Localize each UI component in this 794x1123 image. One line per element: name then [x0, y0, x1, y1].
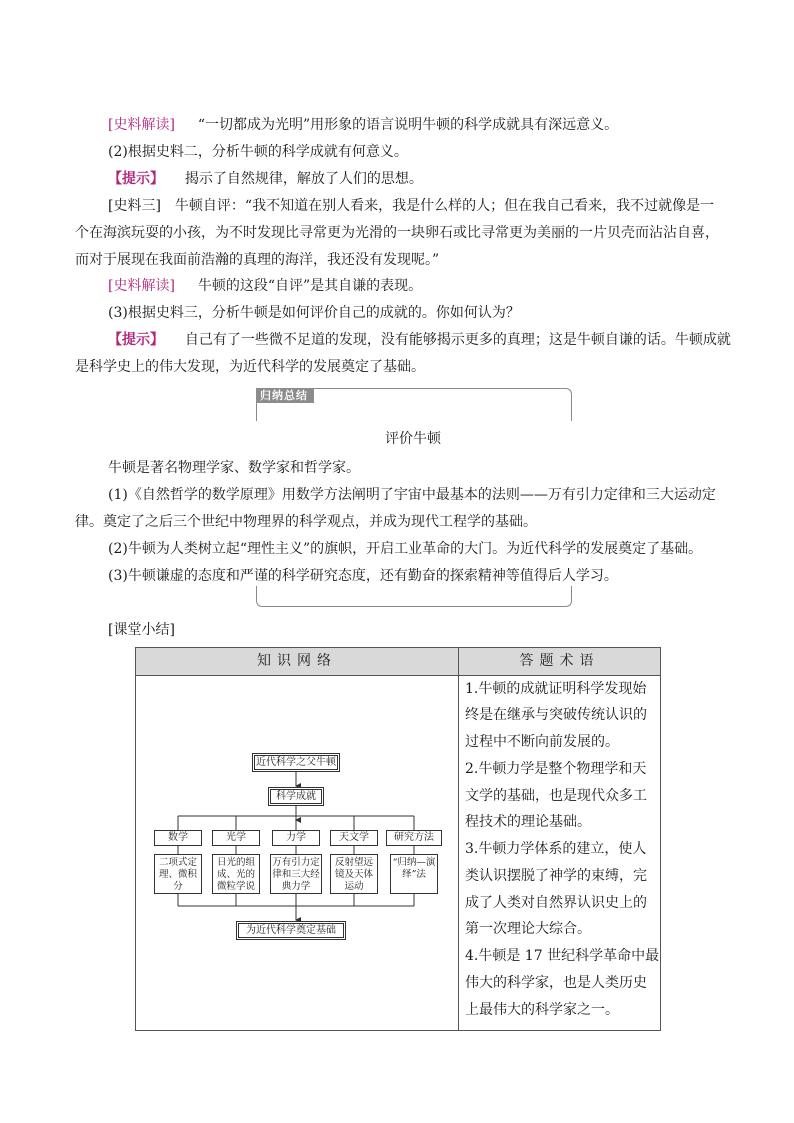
summary-box-bottom — [256, 586, 572, 607]
line-6: 而对于展现在我面前浩瀚的真理的海洋，我还没有发现呢。” — [75, 252, 440, 268]
detail-math: 二项式定理、微积分 — [154, 854, 202, 894]
summary-point-1a: (1)《自然哲学的数学原理》用数学方法阐明了宇宙中最基本的法则——万有引力定律和三大运动定 — [108, 487, 716, 503]
summary-point-1b: 律。奠定了之后三个世纪中物理界的科学观点，并成为现代工程学的基础。 — [75, 514, 537, 530]
line-2: (2)根据史料二，分析牛顿的科学成就有何意义。 — [108, 144, 408, 160]
answer-line-4: 2.牛顿力学是整个物理学和天 — [465, 761, 647, 777]
line-10: 是科学史上的伟大发现，为近代科学的发展奠定了基础。 — [75, 359, 425, 375]
summary-point-3: (3)牛顿谦虚的态度和严谨的科学研究态度，还有勤奋的探索精神等值得后人学习。 — [108, 568, 618, 584]
answer-line-6: 程技术的理论基础。 — [465, 814, 591, 830]
answer-line-7: 3.牛顿力学体系的建立，使人 — [465, 841, 647, 857]
answer-line-11: 4.牛顿是 17 世纪科学革命中最 — [465, 948, 660, 964]
source-interpretation-tag: [史料解读] — [108, 117, 175, 133]
header-knowledge-network: 知识网络 — [257, 653, 337, 669]
detail-astronomy: 反射望远镜及天体运动 — [330, 854, 378, 894]
line-8: (3)根据史料三，分析牛顿是如何评价自己的成就的。你如何认为？ — [108, 305, 520, 321]
category-method: 研究方法 — [386, 830, 442, 846]
line-1: [史料解读] “一切都成为光明”用形象的语言说明牛顿的科学成就具有深远意义。 — [108, 117, 619, 133]
hint-tag: 【提示】 — [108, 332, 164, 348]
table-divider — [458, 648, 459, 1030]
diagram-mid: 科学成就 — [268, 787, 324, 806]
category-math: 数学 — [154, 830, 202, 846]
answer-line-9: 成了人类对自然界认识史上的 — [465, 895, 647, 911]
line-3: 【提示】 揭示了自然规律，解放了人们的思想。 — [108, 171, 423, 187]
answer-line-13: 上最伟大的科学家之一。 — [465, 1002, 619, 1018]
detail-method: “归纳—演绎”法 — [390, 854, 438, 894]
detail-mechanics: 万有引力定律和三大经典力学 — [270, 854, 322, 894]
diagram-root: 近代科学之父牛顿 — [252, 753, 340, 772]
category-optics: 光学 — [212, 830, 260, 846]
answer-line-1: 1.牛顿的成就证明科学发现始 — [465, 681, 647, 697]
category-mechanics: 力学 — [272, 830, 320, 846]
answer-line-10: 第一次理论大综合。 — [465, 921, 591, 937]
summary-point-2: (2)牛顿为人类树立起“理性主义”的旗帜，开启工业革命的大门。为近代科学的发展奠定了基础。 — [108, 541, 703, 557]
class-summary-label: [课堂小结] — [108, 622, 175, 638]
line-4: [史料三] 牛顿自评：“我不知道在别人看来，我是什么样的人；但在我自己看来，我不过就像是一 — [108, 198, 715, 214]
answer-line-8: 类认识摆脱了神学的束缚，完 — [465, 868, 647, 884]
header-answer-terms: 答题术语 — [519, 653, 600, 669]
summary-tag: 归纳总结 — [256, 388, 314, 403]
summary-title: 评价牛顿 — [385, 431, 441, 447]
detail-optics: 日光的组成、光的微粒学说 — [212, 854, 260, 894]
diagram-bottom: 为近代科学奠定基础 — [236, 921, 346, 940]
line-9: 【提示】 自己有了一些微不足道的发现，没有能够揭示更多的真理；这是牛顿自谦的话。牛顿成就 — [108, 332, 731, 348]
answer-line-5: 文学的基础，也是现代众多工 — [465, 788, 647, 804]
summary-intro: 牛顿是著名物理学家、数学家和哲学家。 — [108, 460, 360, 476]
line-5: 个在海滨玩耍的小孩，为不时发现比寻常更为光滑的一块卵石或比寻常更为美丽的一片贝壳而沾沾自喜， — [75, 225, 719, 241]
hint-tag: 【提示】 — [108, 171, 164, 187]
line-7: [史料解读] 牛顿的这段“自评”是其自谦的表现。 — [108, 278, 423, 294]
answer-line-2: 终是在继承与突破传统认识的 — [465, 707, 647, 723]
answer-line-12: 伟大的科学家，也是人类历史 — [465, 975, 647, 991]
category-astronomy: 天文学 — [330, 830, 378, 846]
answer-line-3: 过程中不断向前发展的。 — [465, 734, 619, 750]
source-interpretation-tag: [史料解读] — [108, 278, 175, 294]
